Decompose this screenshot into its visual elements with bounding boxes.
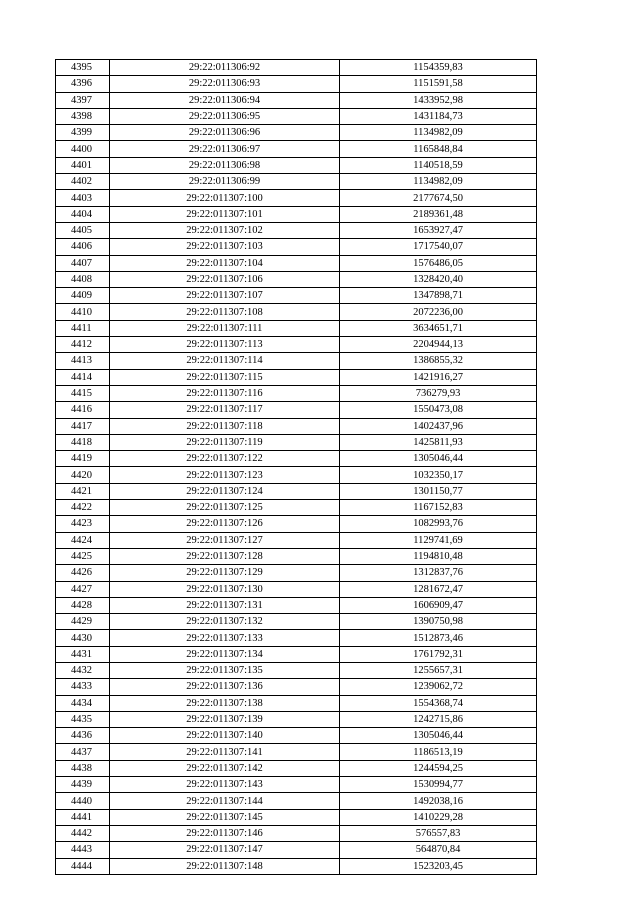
cadastral-number-cell: 29:22:011307:101 — [110, 206, 340, 222]
table-row — [56, 320, 537, 336]
row-number-cell: 4429 — [56, 614, 110, 630]
cadastral-number-cell: 29:22:011307:123 — [110, 467, 340, 483]
row-number-cell: 4406 — [56, 239, 110, 255]
cadastral-value-table — [55, 59, 537, 875]
cadastral-number-cell: 29:22:011306:92 — [110, 60, 340, 76]
table-row — [56, 662, 537, 678]
row-number-cell: 4417 — [56, 418, 110, 434]
cadastral-value-cell: 1410229,28 — [340, 809, 537, 825]
row-number-cell: 4410 — [56, 304, 110, 320]
table-row — [56, 760, 537, 776]
cadastral-value-cell: 1328420,40 — [340, 271, 537, 287]
cadastral-number-cell: 29:22:011306:94 — [110, 92, 340, 108]
table-row — [56, 793, 537, 809]
cadastral-value-cell: 2189361,48 — [340, 206, 537, 222]
row-number-cell: 4414 — [56, 369, 110, 385]
cadastral-value-cell: 1082993,76 — [340, 516, 537, 532]
cadastral-value-cell: 1032350,17 — [340, 467, 537, 483]
row-number-cell: 4436 — [56, 728, 110, 744]
table-row — [56, 646, 537, 662]
cadastral-value-cell: 1167152,83 — [340, 500, 537, 516]
row-number-cell: 4399 — [56, 125, 110, 141]
row-number-cell: 4405 — [56, 222, 110, 238]
cadastral-number-cell: 29:22:011307:108 — [110, 304, 340, 320]
cadastral-value-cell: 1653927,47 — [340, 222, 537, 238]
table-row — [56, 614, 537, 630]
table-body — [56, 60, 537, 875]
cadastral-number-cell: 29:22:011307:140 — [110, 728, 340, 744]
table-row — [56, 711, 537, 727]
row-number-cell: 4443 — [56, 842, 110, 858]
table-row — [56, 842, 537, 858]
table-row — [56, 369, 537, 385]
cadastral-number-cell: 29:22:011307:142 — [110, 760, 340, 776]
row-number-cell: 4426 — [56, 565, 110, 581]
cadastral-number-cell: 29:22:011306:99 — [110, 174, 340, 190]
row-number-cell: 4425 — [56, 548, 110, 564]
row-number-cell: 4396 — [56, 76, 110, 92]
cadastral-value-cell: 1390750,98 — [340, 614, 537, 630]
table-row — [56, 809, 537, 825]
table-row — [56, 548, 537, 564]
cadastral-value-cell: 2177674,50 — [340, 190, 537, 206]
row-number-cell: 4404 — [56, 206, 110, 222]
cadastral-value-cell: 1421916,27 — [340, 369, 537, 385]
cadastral-number-cell: 29:22:011307:106 — [110, 271, 340, 287]
row-number-cell: 4409 — [56, 288, 110, 304]
cadastral-value-cell: 1433952,98 — [340, 92, 537, 108]
cadastral-value-cell: 1530994,77 — [340, 777, 537, 793]
cadastral-number-cell: 29:22:011307:144 — [110, 793, 340, 809]
table-row — [56, 565, 537, 581]
cadastral-value-cell: 1239062,72 — [340, 679, 537, 695]
row-number-cell: 4403 — [56, 190, 110, 206]
row-number-cell: 4444 — [56, 858, 110, 874]
cadastral-number-cell: 29:22:011307:128 — [110, 548, 340, 564]
table-row — [56, 304, 537, 320]
cadastral-value-cell: 1402437,96 — [340, 418, 537, 434]
table-row — [56, 825, 537, 841]
table-row — [56, 157, 537, 173]
table-row — [56, 744, 537, 760]
table-row — [56, 728, 537, 744]
row-number-cell: 4419 — [56, 451, 110, 467]
table-row — [56, 483, 537, 499]
cadastral-value-cell: 564870,84 — [340, 842, 537, 858]
row-number-cell: 4412 — [56, 337, 110, 353]
row-number-cell: 4415 — [56, 385, 110, 401]
cadastral-value-cell: 1425811,93 — [340, 434, 537, 450]
row-number-cell: 4434 — [56, 695, 110, 711]
cadastral-value-cell: 1512873,46 — [340, 630, 537, 646]
cadastral-value-cell: 1717540,07 — [340, 239, 537, 255]
row-number-cell: 4433 — [56, 679, 110, 695]
row-number-cell: 4430 — [56, 630, 110, 646]
row-number-cell: 4432 — [56, 662, 110, 678]
table-row — [56, 581, 537, 597]
cadastral-value-cell: 1386855,32 — [340, 353, 537, 369]
cadastral-value-cell: 1523203,45 — [340, 858, 537, 874]
row-number-cell: 4440 — [56, 793, 110, 809]
cadastral-value-cell: 1492038,16 — [340, 793, 537, 809]
cadastral-number-cell: 29:22:011307:131 — [110, 597, 340, 613]
table-row — [56, 141, 537, 157]
cadastral-value-cell: 1606909,47 — [340, 597, 537, 613]
table-row — [56, 206, 537, 222]
cadastral-value-cell: 1347898,71 — [340, 288, 537, 304]
cadastral-value-cell: 1129741,69 — [340, 532, 537, 548]
cadastral-value-cell: 2072236,00 — [340, 304, 537, 320]
cadastral-number-cell: 29:22:011307:104 — [110, 255, 340, 271]
cadastral-value-cell: 1134982,09 — [340, 125, 537, 141]
cadastral-number-cell: 29:22:011307:138 — [110, 695, 340, 711]
cadastral-value-cell: 1281672,47 — [340, 581, 537, 597]
cadastral-value-cell: 1305046,44 — [340, 451, 537, 467]
row-number-cell: 4400 — [56, 141, 110, 157]
cadastral-value-cell: 1554368,74 — [340, 695, 537, 711]
cadastral-number-cell: 29:22:011307:130 — [110, 581, 340, 597]
cadastral-number-cell: 29:22:011307:119 — [110, 434, 340, 450]
cadastral-value-cell: 576557,83 — [340, 825, 537, 841]
row-number-cell: 4439 — [56, 777, 110, 793]
row-number-cell: 4431 — [56, 646, 110, 662]
table-row — [56, 597, 537, 613]
cadastral-number-cell: 29:22:011306:95 — [110, 108, 340, 124]
cadastral-number-cell: 29:22:011307:136 — [110, 679, 340, 695]
cadastral-number-cell: 29:22:011307:148 — [110, 858, 340, 874]
row-number-cell: 4407 — [56, 255, 110, 271]
cadastral-number-cell: 29:22:011307:107 — [110, 288, 340, 304]
cadastral-number-cell: 29:22:011306:97 — [110, 141, 340, 157]
cadastral-value-cell: 1761792,31 — [340, 646, 537, 662]
cadastral-number-cell: 29:22:011307:125 — [110, 500, 340, 516]
row-number-cell: 4424 — [56, 532, 110, 548]
cadastral-number-cell: 29:22:011307:133 — [110, 630, 340, 646]
cadastral-value-cell: 1244594,25 — [340, 760, 537, 776]
table-row — [56, 777, 537, 793]
table-row — [56, 60, 537, 76]
cadastral-number-cell: 29:22:011307:126 — [110, 516, 340, 532]
cadastral-value-cell: 3634651,71 — [340, 320, 537, 336]
table-row — [56, 108, 537, 124]
cadastral-number-cell: 29:22:011307:132 — [110, 614, 340, 630]
row-number-cell: 4438 — [56, 760, 110, 776]
row-number-cell: 4398 — [56, 108, 110, 124]
cadastral-value-cell: 1140518,59 — [340, 157, 537, 173]
cadastral-number-cell: 29:22:011307:102 — [110, 222, 340, 238]
cadastral-number-cell: 29:22:011307:145 — [110, 809, 340, 825]
table-row — [56, 434, 537, 450]
row-number-cell: 4441 — [56, 809, 110, 825]
cadastral-number-cell: 29:22:011307:113 — [110, 337, 340, 353]
table-row — [56, 630, 537, 646]
cadastral-number-cell: 29:22:011307:143 — [110, 777, 340, 793]
cadastral-number-cell: 29:22:011307:118 — [110, 418, 340, 434]
cadastral-value-cell: 1431184,73 — [340, 108, 537, 124]
row-number-cell: 4402 — [56, 174, 110, 190]
table-row — [56, 271, 537, 287]
cadastral-value-cell: 1576486,05 — [340, 255, 537, 271]
row-number-cell: 4442 — [56, 825, 110, 841]
cadastral-number-cell: 29:22:011307:141 — [110, 744, 340, 760]
table-row — [56, 532, 537, 548]
table-row — [56, 516, 537, 532]
cadastral-number-cell: 29:22:011306:96 — [110, 125, 340, 141]
row-number-cell: 4427 — [56, 581, 110, 597]
cadastral-number-cell: 29:22:011307:129 — [110, 565, 340, 581]
cadastral-value-cell: 1154359,83 — [340, 60, 537, 76]
table-row — [56, 222, 537, 238]
row-number-cell: 4401 — [56, 157, 110, 173]
table-row — [56, 679, 537, 695]
cadastral-value-cell: 1165848,84 — [340, 141, 537, 157]
table-row — [56, 500, 537, 516]
row-number-cell: 4435 — [56, 711, 110, 727]
cadastral-number-cell: 29:22:011307:117 — [110, 402, 340, 418]
row-number-cell: 4397 — [56, 92, 110, 108]
cadastral-number-cell: 29:22:011307:115 — [110, 369, 340, 385]
cadastral-number-cell: 29:22:011307:122 — [110, 451, 340, 467]
table-row — [56, 353, 537, 369]
table-row — [56, 255, 537, 271]
cadastral-value-cell: 1301150,77 — [340, 483, 537, 499]
cadastral-value-cell: 2204944,13 — [340, 337, 537, 353]
row-number-cell: 4413 — [56, 353, 110, 369]
cadastral-value-cell: 1550473,08 — [340, 402, 537, 418]
table-row — [56, 467, 537, 483]
cadastral-value-cell: 1151591,58 — [340, 76, 537, 92]
table-row — [56, 288, 537, 304]
cadastral-number-cell: 29:22:011307:127 — [110, 532, 340, 548]
cadastral-value-cell: 1186513,19 — [340, 744, 537, 760]
cadastral-value-cell: 1134982,09 — [340, 174, 537, 190]
cadastral-value-cell: 736279,93 — [340, 385, 537, 401]
row-number-cell: 4437 — [56, 744, 110, 760]
cadastral-number-cell: 29:22:011307:139 — [110, 711, 340, 727]
cadastral-number-cell: 29:22:011306:93 — [110, 76, 340, 92]
cadastral-value-cell: 1255657,31 — [340, 662, 537, 678]
row-number-cell: 4420 — [56, 467, 110, 483]
cadastral-number-cell: 29:22:011307:147 — [110, 842, 340, 858]
table-row — [56, 858, 537, 874]
cadastral-number-cell: 29:22:011307:146 — [110, 825, 340, 841]
table-row — [56, 125, 537, 141]
table-row — [56, 174, 537, 190]
cadastral-value-cell: 1194810,48 — [340, 548, 537, 564]
table-row — [56, 76, 537, 92]
cadastral-value-cell: 1305046,44 — [340, 728, 537, 744]
cadastral-value-cell: 1312837,76 — [340, 565, 537, 581]
cadastral-value-cell: 1242715,86 — [340, 711, 537, 727]
cadastral-number-cell: 29:22:011307:135 — [110, 662, 340, 678]
table-row — [56, 418, 537, 434]
row-number-cell: 4428 — [56, 597, 110, 613]
row-number-cell: 4408 — [56, 271, 110, 287]
table-row — [56, 190, 537, 206]
table-row — [56, 385, 537, 401]
table-row — [56, 337, 537, 353]
row-number-cell: 4418 — [56, 434, 110, 450]
cadastral-number-cell: 29:22:011307:114 — [110, 353, 340, 369]
cadastral-number-cell: 29:22:011307:124 — [110, 483, 340, 499]
table-row — [56, 402, 537, 418]
cadastral-number-cell: 29:22:011307:100 — [110, 190, 340, 206]
table-row — [56, 695, 537, 711]
table-row — [56, 239, 537, 255]
cadastral-number-cell: 29:22:011307:116 — [110, 385, 340, 401]
cadastral-number-cell: 29:22:011307:134 — [110, 646, 340, 662]
table-row — [56, 451, 537, 467]
row-number-cell: 4422 — [56, 500, 110, 516]
cadastral-number-cell: 29:22:011307:111 — [110, 320, 340, 336]
row-number-cell: 4423 — [56, 516, 110, 532]
row-number-cell: 4416 — [56, 402, 110, 418]
cadastral-number-cell: 29:22:011307:103 — [110, 239, 340, 255]
row-number-cell: 4411 — [56, 320, 110, 336]
row-number-cell: 4421 — [56, 483, 110, 499]
row-number-cell: 4395 — [56, 60, 110, 76]
table-row — [56, 92, 537, 108]
cadastral-number-cell: 29:22:011306:98 — [110, 157, 340, 173]
